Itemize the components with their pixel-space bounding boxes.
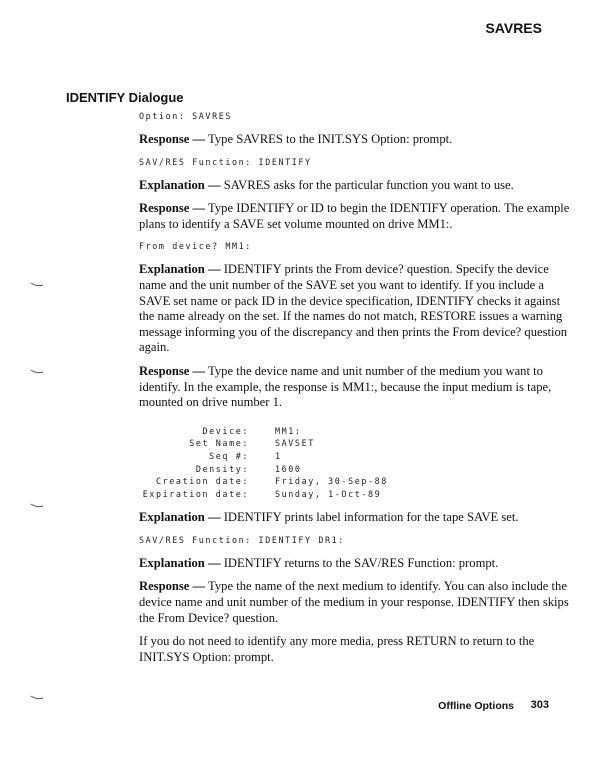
- paragraph-text: IDENTIFY prints the From device? question. Specify the device name and the unit number of the SAVE set you want to identify. If you include a SAVE set name or pack ID in the device specification, IDENTIFY checks it against the name already on the set. If the names do not match, RESTORE issues a warning message informing you of the discrepancy and then prints the From device? question again.: [139, 262, 568, 355]
- binding-hole-mark: [30, 282, 44, 288]
- section-title: IDENTIFY Dialogue: [66, 90, 184, 105]
- paragraph-label: Explanation —: [139, 510, 221, 525]
- screen-output: Option: SAVRES: [139, 111, 232, 121]
- field-value: 1: [275, 450, 282, 461]
- paragraph: [139, 364, 571, 411]
- field-value: MM1:: [275, 425, 302, 436]
- paragraph-text: Type SAVRES to the INIT.SYS Option: prompt.: [205, 132, 453, 146]
- binding-hole-mark: [30, 503, 44, 509]
- field-key: Seq #:: [209, 450, 249, 461]
- field-key: Creation date:: [156, 476, 249, 487]
- paragraph-label: Explanation —: [139, 262, 221, 277]
- field-key: Set Name:: [189, 438, 249, 449]
- paragraph: [139, 556, 571, 572]
- paragraph-text: If you do not need to identify any more media, press RETURN to return to the INIT.SYS Option: prompt.: [139, 634, 535, 664]
- binding-hole-mark: [30, 369, 44, 375]
- footer-section: Offline Options: [438, 700, 514, 712]
- paragraph: [139, 201, 571, 232]
- field-key: Device:: [202, 425, 249, 436]
- table-row: [139, 463, 571, 476]
- field-value: Sunday, 1-Oct-89: [275, 488, 382, 499]
- table-row: [139, 425, 571, 438]
- paragraph: [139, 579, 571, 626]
- table-row: [139, 450, 571, 463]
- paragraph-text: Type the device name and unit number of the medium you want to identify. In the example, the response is MM1:, because the input medium is tape, mounted on drive number 1.: [139, 363, 552, 410]
- paragraph: [139, 178, 571, 194]
- paragraph: [139, 510, 571, 526]
- page-number: 303: [530, 699, 549, 711]
- table-row: [139, 475, 571, 488]
- table-row: [139, 488, 571, 501]
- screen-output: From device? MM1:: [139, 241, 252, 252]
- paragraph-text: SAVRES asks for the particular function you want to use.: [220, 177, 514, 192]
- field-value: 1600: [275, 463, 302, 474]
- paragraph: [139, 132, 571, 148]
- body-column: [139, 110, 571, 673]
- paragraph-label: Explanation —: [139, 177, 221, 192]
- field-key: Expiration date:: [142, 488, 249, 499]
- running-header: SAVRES: [485, 20, 542, 36]
- paragraph-label: Response —: [139, 132, 206, 146]
- field-key: Density:: [195, 463, 249, 474]
- binding-hole-mark: [30, 695, 44, 701]
- field-value: SAVSET: [275, 438, 315, 449]
- paragraph-text: Type IDENTIFY or ID to begin the IDENTIFY operation. The example plans to identify a SAVE set volume mounted on drive MM1:.: [139, 201, 570, 231]
- paragraph-text: Type the name of the next medium to identify. You can also include the device name and unit number of the medium in your response. IDENTIFY then skips the From Device? question.: [139, 579, 569, 625]
- paragraph: [139, 634, 571, 665]
- paragraph: [139, 262, 571, 356]
- paragraph-text: IDENTIFY prints label information for the tape SAVE set.: [220, 510, 519, 525]
- paragraph-label: Explanation —: [139, 555, 221, 570]
- screen-output: SAV/RES Function: IDENTIFY DR1:: [139, 534, 345, 545]
- paragraph-text: IDENTIFY returns to the SAV/RES Function: prompt.: [220, 555, 499, 570]
- table-row: [139, 437, 571, 450]
- label-info-table: [139, 425, 571, 501]
- field-value: Friday, 30-Sep-88: [275, 476, 388, 487]
- paragraph-label: Response —: [139, 579, 206, 594]
- screen-output: SAV/RES Function: IDENTIFY: [139, 156, 312, 167]
- paragraph-label: Response —: [139, 201, 206, 216]
- paragraph-label: Response —: [139, 363, 206, 378]
